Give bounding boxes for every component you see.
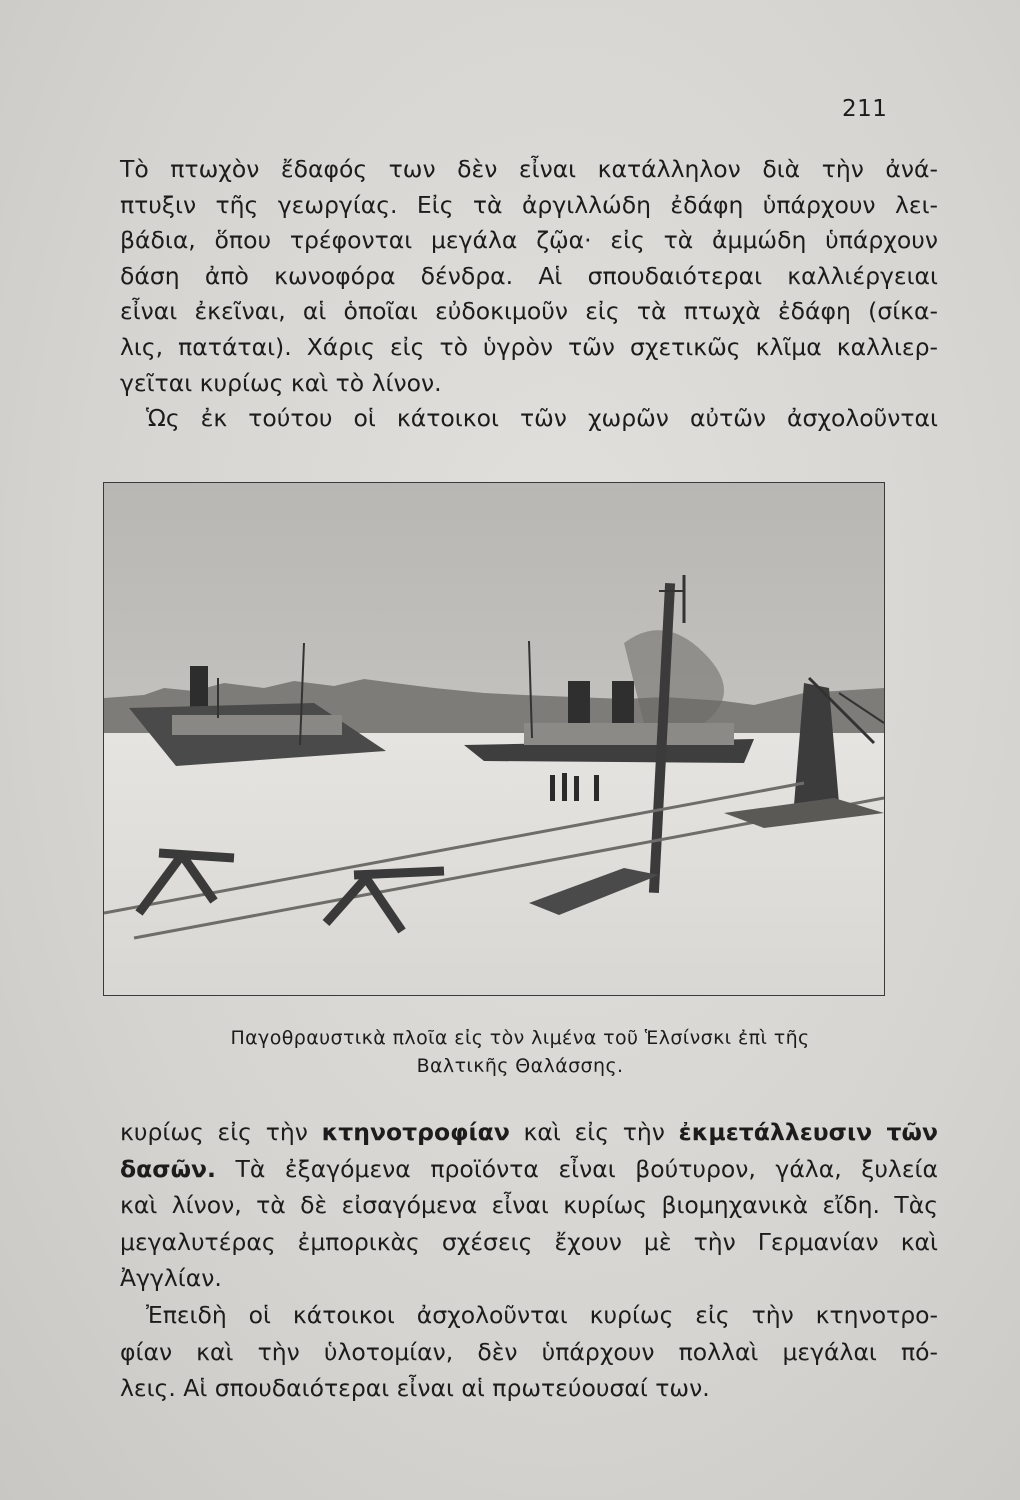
harbor-photo	[103, 482, 885, 996]
text-run: κυρίως εἰς τὴν	[120, 1118, 322, 1146]
paragraph-top	[120, 152, 938, 437]
text-line: φίαν καὶ τὴν ὑλοτομίαν, δὲν ὑπάρχουν πολλαὶ μεγάλαι πό-	[120, 1337, 938, 1366]
caption-line: Βαλτικῆς Θαλάσσης.	[416, 1055, 624, 1077]
text-line: Ὡς ἐκ τούτου οἱ κάτοικοι τῶν χωρῶν αὐτῶν ἀσχολοῦνται	[146, 404, 938, 433]
text-line	[120, 1114, 938, 1151]
bold-term: δασῶν.	[120, 1154, 216, 1183]
text-line: πτυξιν τῆς γεωργίας. Εἰς τὰ ἀργιλλώδη ἐδάφη ὑπάρχουν λει-	[120, 190, 938, 219]
text-line: εἶναι ἐκεῖναι, αἱ ὁποῖαι εὐδοκιμοῦν εἰς τὰ πτωχὰ ἐδάφη (σίκα-	[120, 297, 938, 326]
text-run: Τὰ ἐξαγόμενα προϊόντα εἶναι βούτυρον, γάλα, ξυλεία	[215, 1154, 938, 1183]
text-line: γεῖται κυρίως καὶ τὸ λίνον.	[120, 368, 442, 397]
figure-caption	[120, 1024, 920, 1080]
text-line: λις, πατάται). Χάρις εἰς τὸ ὑγρὸν τῶν σχετικῶς κλῖμα καλλιερ-	[120, 332, 938, 361]
caption-line: Παγοθραυστικὰ πλοῖα εἰς τὸν λιμένα τοῦ Ἑλσίνσκι ἐπὶ τῆς	[230, 1027, 810, 1049]
page-number: 211	[842, 96, 888, 122]
text-line: Ἀγγλίαν.	[120, 1264, 222, 1293]
text-line: Τὸ πτωχὸν ἔδαφός των δὲν εἶναι κατάλληλον διὰ τὴν ἀνά-	[120, 155, 938, 183]
text-line: λεις. Αἱ σπουδαιότεραι εἶναι αἱ πρωτεύουσαί των.	[120, 1374, 710, 1403]
bold-term: ἐκμετάλλευσιν τῶν	[678, 1118, 938, 1146]
text-run: καὶ εἰς τὴν	[509, 1118, 679, 1146]
text-line: μεγαλυτέρας ἐμπορικὰς σχέσεις ἔχουν μὲ τὴν Γερμανίαν καὶ	[120, 1227, 938, 1256]
text-line	[120, 1151, 938, 1188]
paragraph-bottom	[120, 1114, 938, 1407]
text-line: δάση ἀπὸ κωνοφόρα δένδρα. Αἱ σπουδαιότεραι καλλιέργειαι	[120, 261, 938, 290]
text-line: βάδια, ὅπου τρέφονται μεγάλα ζῷα· εἰς τὰ ἀμμώδη ὑπάρχουν	[120, 226, 938, 255]
text-line: Ἐπειδὴ οἱ κάτοικοι ἀσχολοῦνται κυρίως εἰς τὴν κτηνοτρο-	[146, 1300, 938, 1329]
text-line: καὶ λίνον, τὰ δὲ εἰσαγόμενα εἶναι κυρίως βιομηχανικὰ εἴδη. Τὰς	[120, 1191, 938, 1220]
bold-term: κτηνοτροφίαν	[321, 1118, 510, 1146]
